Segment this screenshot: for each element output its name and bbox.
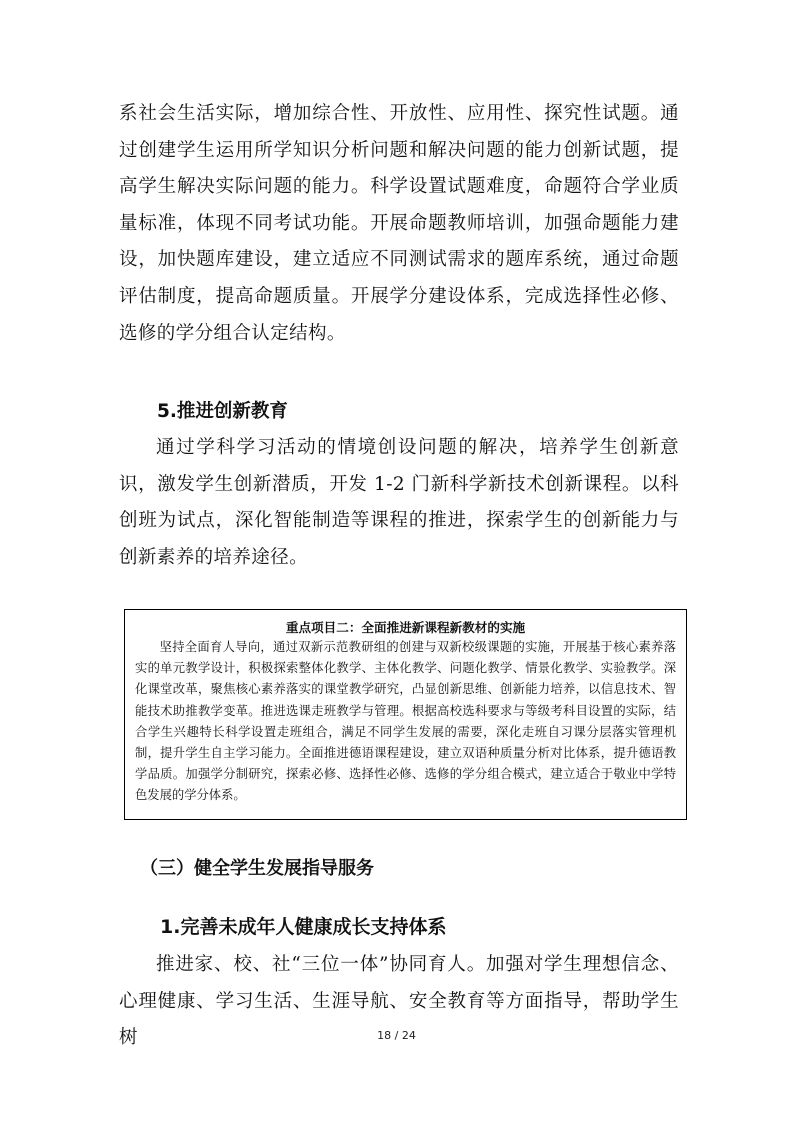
- subsection-heading-minor-support: 1.完善未成年人健康成长支持体系: [160, 916, 447, 938]
- page-number: 18 / 24: [377, 1029, 416, 1042]
- paragraph-innovation-education: 通过学科学习活动的情境创设问题的解决，培养学生创新意识，激发学生创新潜质，开发 1-2 门新科学新技术创新课程。以科创班为试点，深化智能制造等课程的推进，探索学生的创新能力与创新素养的培养途径。: [119, 437, 679, 568]
- paragraph-continuation: 系社会生活实际，增加综合性、开放性、应用性、探究性试题。通过创建学生运用所学知识分析问题和解决问题的能力创新试题，提高学生解决实际问题的能力。科学设置试题难度，命题符合学业质量标准，体现不同考试功能。开展命题教师培训，加强命题能力建设，加快题库建设，建立适应不同测试需求的题库系统，通过命题评估制度，提高命题质量。开展学分建设体系，完成选择性必修、选修的学分组合认定结构。: [119, 103, 679, 344]
- key-project-body: 坚持全面育人导向，通过双新示范教研组的创建与双新校级课题的实施，开展基于核心素养落实的单元教学设计，积极探索整体化教学、主体化教学、问题化教学、情景化教学、实验教学。深化课堂改革，聚焦核心素养落实的课堂教学研究，凸显创新思维、创新能力培养，以信息技术、智能技术助推教学变革。推进选课走班教学与管理。根据高校选科要求与等级考科目设置的实际，结合学生兴趣特长科学设置走班组合，满足不同学生发展的需要，深化走班自习课分层落实管理机制，提升学生自主学习能力。全面推进德语课程建设，建立双语种质量分析对比体系，提升德语教学品质。加强学分制研究，探索必修、选择性必修、选修的学分组合模式，建立适合于敬业中学特色发展的学分体系。: [135, 640, 676, 803]
- paragraph-minor-support: 推进家、校、社“三位一体”协同育人。加强对学生理想信念、心理健康、学习生活、生涯导航、安全教育等方面指导，帮助学生树: [119, 954, 679, 1049]
- key-project-title: 重点项目二：全面推进新课程新教材的实施: [285, 620, 526, 635]
- section-heading-innovation-education: 5.推进创新教育: [157, 401, 288, 422]
- key-project-box: [124, 609, 687, 820]
- section-heading-student-guidance: （三）健全学生发展指导服务: [140, 858, 374, 879]
